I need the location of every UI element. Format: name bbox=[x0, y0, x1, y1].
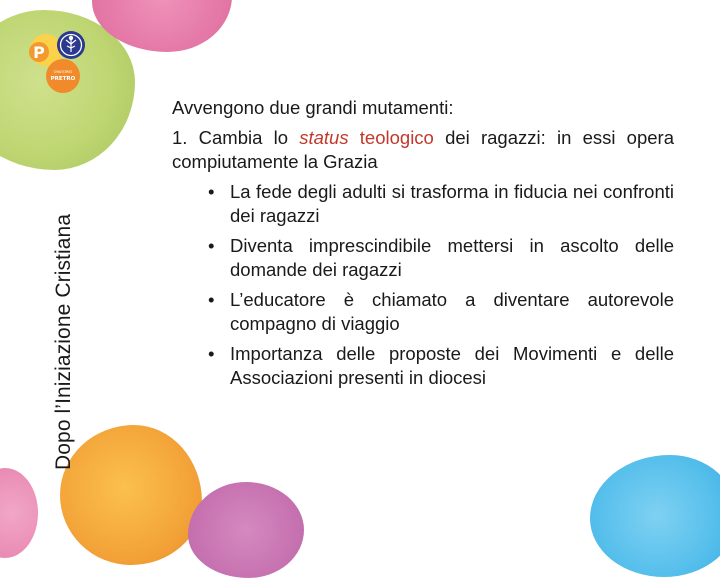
list-item-text: La fede degli adulti si trasforma in fiducia nei confronti dei ragazzi bbox=[230, 181, 674, 226]
list-item bbox=[172, 342, 674, 390]
light-pink-watercolor-blob bbox=[0, 468, 38, 558]
teologico-word: teologico bbox=[359, 127, 434, 148]
bullet-icon: • bbox=[208, 343, 215, 364]
bullet-icon: • bbox=[208, 289, 215, 310]
list-item-text: Importanza delle proposte dei Movimenti e delle Associazioni presenti in diocesi bbox=[230, 343, 674, 388]
bullet-icon: • bbox=[208, 235, 215, 256]
list-item bbox=[172, 180, 674, 228]
side-title: Dopo l’Iniziazione Cristiana bbox=[52, 213, 75, 470]
logo-badge-letter: P bbox=[33, 43, 45, 62]
point-1-rest: dei ragazzi: in essi opera compiutamente la Grazia bbox=[172, 127, 675, 172]
logo-caption-big: PRETRO bbox=[50, 76, 76, 82]
status-word: status bbox=[299, 127, 349, 148]
intro-text: Avvengono due grandi mutamenti: bbox=[172, 97, 454, 118]
blue-watercolor-blob bbox=[590, 455, 720, 577]
list-item-text: Diventa imprescindibile mettersi in ascolto delle domande dei ragazzi bbox=[230, 235, 674, 280]
list-item bbox=[172, 234, 674, 282]
logo-caption-small: ORATORIO bbox=[53, 70, 73, 74]
sub-bullet-list bbox=[172, 180, 674, 390]
oratorio-logo bbox=[10, 20, 90, 100]
point-1-space bbox=[349, 127, 360, 148]
point-1 bbox=[172, 126, 674, 174]
list-item bbox=[172, 288, 674, 336]
list-item-text: L’educatore è chiamato a diventare autorevole compagno di viaggio bbox=[230, 289, 674, 334]
point-1-lead: 1. Cambia lo bbox=[172, 127, 300, 148]
bullet-icon: • bbox=[208, 181, 215, 202]
magenta-watercolor-blob bbox=[188, 482, 304, 578]
slide-content bbox=[172, 96, 674, 396]
orange-watercolor-blob bbox=[60, 425, 202, 565]
